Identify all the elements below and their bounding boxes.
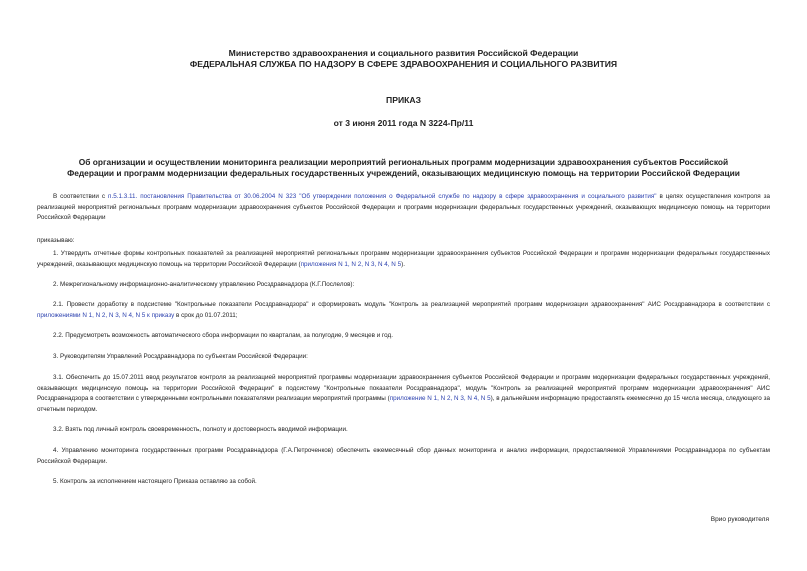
service-heading: ФЕДЕРАЛЬНАЯ СЛУЖБА ПО НАДЗОРУ В СФЕРЕ ЗДРАВООХРАНЕНИЯ И СОЦИАЛЬНОГО РАЗВИТИЯ xyxy=(189,59,618,69)
doc-date: от 3 июня 2011 года N 3224-Пр/11 xyxy=(333,118,474,128)
item-1-end: ). xyxy=(401,260,405,268)
preamble-text-1: В соответствии с xyxy=(53,193,109,200)
doc-title-line-2: Федерации и программ модернизации федеральных государственных учреждений, оказывающих медицинскую помощь на территории Российской Федерации xyxy=(67,168,740,178)
doc-title-line-1: Об организации и осуществлении мониторинга реализации мероприятий региональных программ модернизации здравоохранения субъектов Российской xyxy=(78,157,729,167)
item-3-2: 3.2. Взять под личный контроль своевременность, полноту и достоверность вводимой информации. xyxy=(53,426,348,433)
appendix-link[interactable]: приложение N 1, N 2, N 3, N 4, N 5 xyxy=(389,395,491,403)
item-3: 3. Руководителям Управлений Росздравнадзора по субъектам Российской Федерации: xyxy=(53,353,308,360)
item-2-2: 2.2. Предусмотреть возможность автоматического сбора информации по кварталам, за полугодие, 9 месяцев и год. xyxy=(53,332,393,339)
doc-type: ПРИКАЗ xyxy=(386,95,421,105)
appendices-link[interactable]: приложения N 1, N 2, N 3, N 4, N 5 xyxy=(300,260,402,268)
item-3-1-text: 3.1. Обеспечить до 15.07.2011 ввод результатов контроля за реализацией мероприятий программы модернизации здравоохранения субъектов Российской Федерации и программ модернизации федеральных государственных учреждений, оказывающих медицинскую помощь на территории Российской Федерации" в подсистему "Контрольные показатели Росздравнадзора", модуль "Контроль за реализацией мероприятий программ модернизации здравоохранения" АИС Росздравнадзора в соответствии с утвержденными контрольными показателями реализации мероприятий программы ( xyxy=(37,374,770,403)
item-3-1 xyxy=(37,373,770,415)
item-2: 2. Межрегиональному информационно-аналитическому управлению Росздравнадзора (К.Г.Послелов): xyxy=(53,281,355,288)
item-5: 5. Контроль за исполнением настоящего Приказа оставляю за собой. xyxy=(53,478,257,485)
ministry-heading: Министерство здравоохранения и социального развития Российской Федерации xyxy=(228,48,579,58)
government-resolution-link[interactable]: п.5.1.3.11. постановления Правительства от 30.06.2004 N 323 "Об утверждении положения о Федеральной службе по надзору в сфере здравоохранения и социального развития" xyxy=(108,193,657,200)
item-2-1 xyxy=(37,300,770,321)
item-2-1-text: 2.1. Провести доработку в подсистеме "Контрольные показатели Росздравнадзора" и сформировать модуль "Контроль за реализацией мероприятий программ модернизации здравоохранения" АИС Росздравнадзора в соответствии с xyxy=(53,301,770,308)
signature: Врио руководителя xyxy=(710,516,769,523)
item-1 xyxy=(37,249,770,270)
order-appendices-link[interactable]: приложениями N 1, N 2, N 3, N 4, N 5 к приказу xyxy=(37,311,175,319)
item-3-1-end: ), в дальнейшем информацию предоставлять ежемесячно до 15 числа месяца, следующего за отчетным периодом. xyxy=(37,395,770,413)
item-4: 4. Управлению мониторинга государственных программ Росздравнадзора (Г.А.Петроченков) обеспечить ежемесячный сбор данных мониторинга и анализ информации, предоставляемой Управлениями Росздравнадзора по субъектам Российской Федерации. xyxy=(37,447,770,465)
orders-word: приказываю: xyxy=(37,237,75,244)
item-2-1-end: в срок до 01.07.2011; xyxy=(174,311,238,319)
item-1-text: 1. Утвердить отчетные формы контрольных показателей за реализацией мероприятий региональных программ модернизации здравоохранения субъектов Российской Федерации и программ модернизации федеральных государственных учреждений, оказывающих медицинскую помощь на территории Российской Федерации ( xyxy=(37,250,770,268)
preamble-text-2: в целях осуществления контроля за реализацией мероприятий региональных программ модернизации здравоохранения субъектов Российской Федерации и программ модернизации федеральных государственных учреждений, оказывающих медицинскую помощь на территории Российской Федерации xyxy=(37,193,771,222)
preamble xyxy=(37,192,770,224)
